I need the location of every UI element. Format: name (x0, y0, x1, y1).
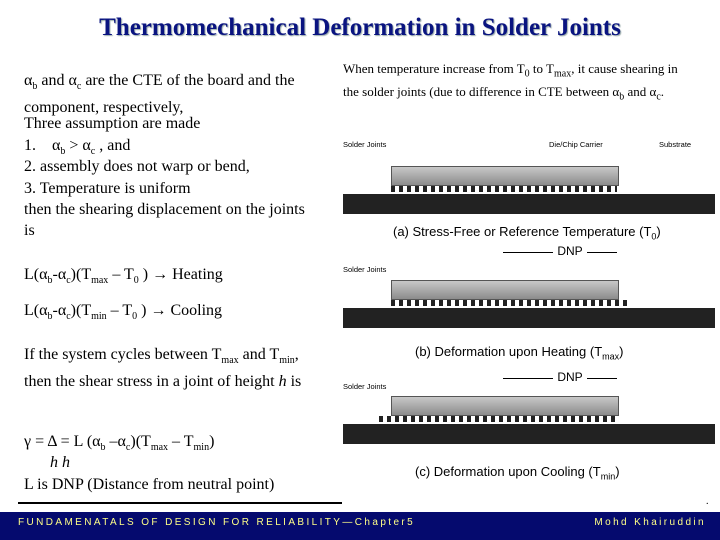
footer-author: Mohd Khairuddin (594, 517, 706, 528)
substrate-a (343, 194, 715, 214)
slide-title: Thermomechanical Deformation in Solder Joints (99, 14, 621, 41)
caption-c: (c) Deformation upon Cooling $(T_{min})$ (415, 464, 620, 482)
heating-description: When temperature increase from $T_0$ to $T_{max}$, it cause shearing in the solder joints (due to difference in CTE between $\alpha_b$ and $\alpha_c$. (343, 61, 678, 103)
dnp-label-a: DNP (557, 244, 583, 258)
formula-denominator: h h (50, 454, 70, 471)
footer-course: FUNDAMENATALS OF DESIGN FOR RELIABILITY—Chapter5 (18, 517, 416, 528)
footer-bar (0, 512, 720, 540)
chip-b (391, 280, 619, 300)
substrate-b (343, 308, 715, 328)
dnp-arrow-b-right (587, 378, 617, 379)
solder-joints-label: Solder Joints (343, 140, 387, 149)
solder-joints-label-c: Solder Joints (343, 382, 387, 391)
assumption-2: 2. assembly does not warp or bend, (24, 158, 250, 175)
solder-joints-a (391, 186, 617, 192)
cooling-formula: $L(\alpha_b-\alpha_c)(T_{min} - T_0$ ) → Cooling (24, 302, 223, 323)
cte-intro: $\alpha_b$ and $\alpha_c$ are the CTE of the board and the component, respectively, (24, 72, 295, 117)
heating-formula: $L(\alpha_b-\alpha_c)(T_{max} - T_0$ ) → Heating (24, 266, 223, 287)
solder-deformation-figure (343, 130, 715, 498)
dnp-arrow-a-right (587, 252, 617, 253)
assumption-3: 3. Temperature is uniform (24, 180, 191, 197)
dnp-definition: L is DNP (Distance from neutral point) (24, 476, 275, 493)
shear-displacement-text: then the shearing displacement on the joints is (24, 201, 305, 239)
dnp-arrow-a-left (503, 252, 553, 253)
solder-joints-c (379, 416, 619, 422)
dnp-arrow-b-left (503, 378, 553, 379)
footer-rule (18, 502, 342, 504)
substrate-c (343, 424, 715, 444)
solder-joints-label-b: Solder Joints (343, 265, 387, 274)
shear-formula: γ = Δ = L ($\alpha_b$ $-\alpha_c)(T_{max} - T_{min})$ (24, 433, 215, 454)
assumption-heading: Three assumption are made (24, 115, 201, 132)
assumption-1: 1. $\alpha_b > \alpha_c$ , and (24, 137, 131, 158)
substrate-label: Substrate (659, 140, 692, 149)
die-label: Die/Chip Carrier (549, 140, 603, 149)
chip-a (391, 166, 619, 186)
caption-a: (a) Stress-Free or Reference Temperature $(T_0)$ (393, 224, 661, 242)
solder-joints-b (391, 300, 631, 306)
footer-dot: . (706, 496, 709, 507)
caption-b: (b) Deformation upon Heating $(T_{max})$ (415, 344, 624, 362)
dnp-label-b: DNP (557, 370, 583, 384)
chip-c (391, 396, 619, 416)
cycle-text: If the system cycles between $T_{max}$ and $T_{min}$, then the shear stress in a joint of height h is (24, 346, 302, 391)
